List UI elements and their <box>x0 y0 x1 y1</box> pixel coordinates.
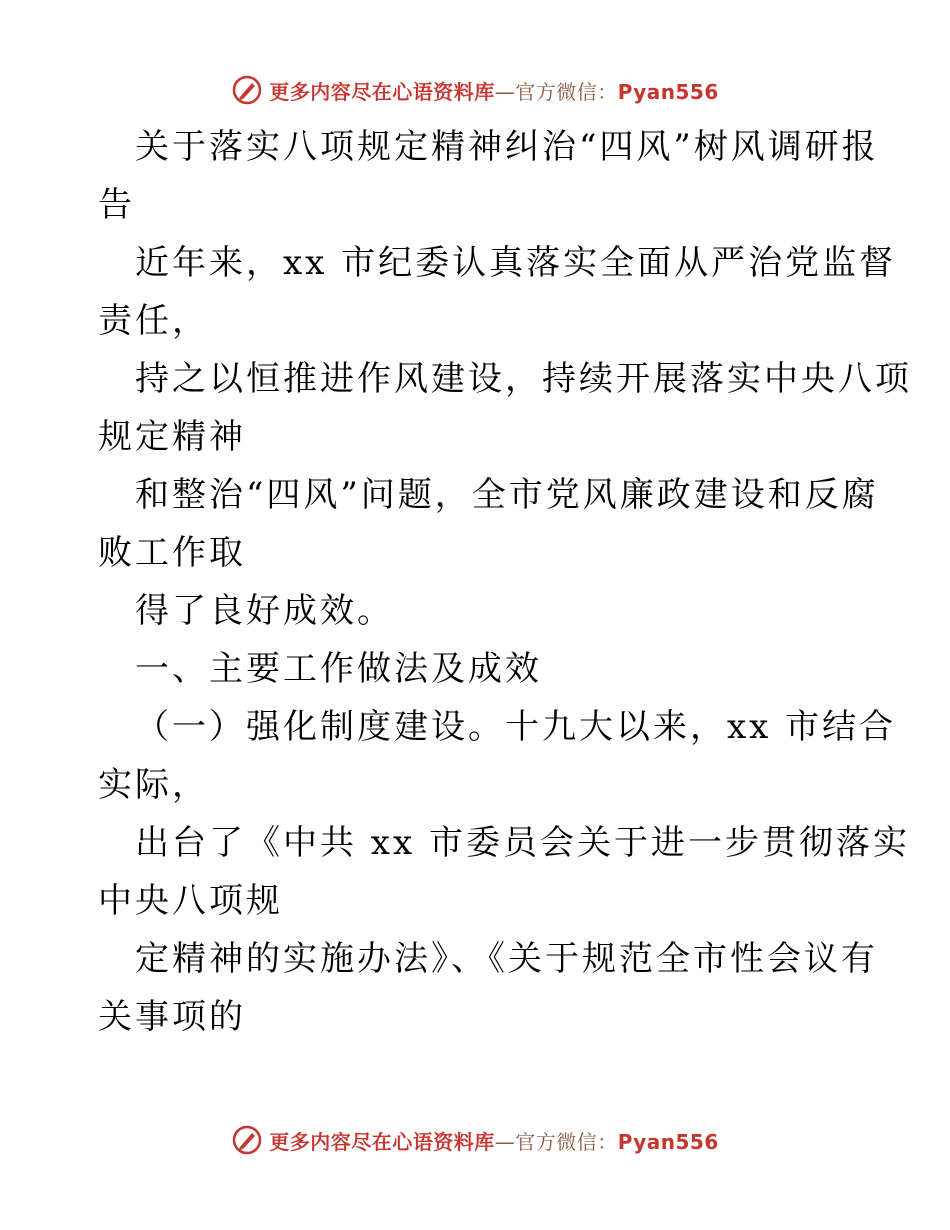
banner-text <box>269 1126 719 1155</box>
header-banner <box>0 70 950 110</box>
banner-dash: — <box>494 79 516 104</box>
paragraph-line: 得了良好成效。 <box>135 591 394 631</box>
paragraph-line: 持之以恒推进作风建设，持续开展落实中央八项 <box>135 359 912 399</box>
paragraph-line: 关事项的 <box>98 997 246 1037</box>
banner-dash: — <box>494 1129 516 1154</box>
pen-logo-icon <box>231 1124 263 1156</box>
banner-promo-text: 更多内容尽在心语资料库 <box>269 79 495 104</box>
paragraph-line: 实际， <box>98 765 209 805</box>
banner-text <box>269 76 719 105</box>
banner-wechat-id: Pyan556 <box>617 1129 719 1154</box>
title-line-continued: 告 <box>98 185 135 225</box>
paragraph-line: 败工作取 <box>98 533 246 573</box>
paragraph-line: 出台了《中共 xx 市委员会关于进一步贯彻落实 <box>135 823 910 863</box>
paragraph-line: 中央八项规 <box>98 881 283 921</box>
banner-promo-text: 更多内容尽在心语资料库 <box>269 1129 495 1154</box>
paragraph-line: 和整治“四风”问题，全市党风廉政建设和反腐 <box>135 475 879 515</box>
footer-banner <box>0 1120 950 1160</box>
paragraph-line: 近年来，xx 市纪委认真落实全面从严治党监督 <box>135 243 897 283</box>
paragraph-line: 责任， <box>98 301 209 341</box>
document-body <box>98 118 912 1046</box>
paragraph-line: 定精神的实施办法》、《关于规范全市性会议有 <box>135 939 878 979</box>
banner-wechat-label: 官方微信： <box>515 79 618 104</box>
subsection-line: （一）强化制度建设。十九大以来，xx 市结合 <box>135 707 897 747</box>
pen-logo-icon <box>231 74 263 106</box>
banner-wechat-label: 官方微信： <box>515 1129 618 1154</box>
section-heading: 一、主要工作做法及成效 <box>135 649 542 689</box>
paragraph-line: 规定精神 <box>98 417 246 457</box>
title-line: 关于落实八项规定精神纠治“四风”树风调研报 <box>135 127 879 167</box>
banner-wechat-id: Pyan556 <box>617 79 719 104</box>
